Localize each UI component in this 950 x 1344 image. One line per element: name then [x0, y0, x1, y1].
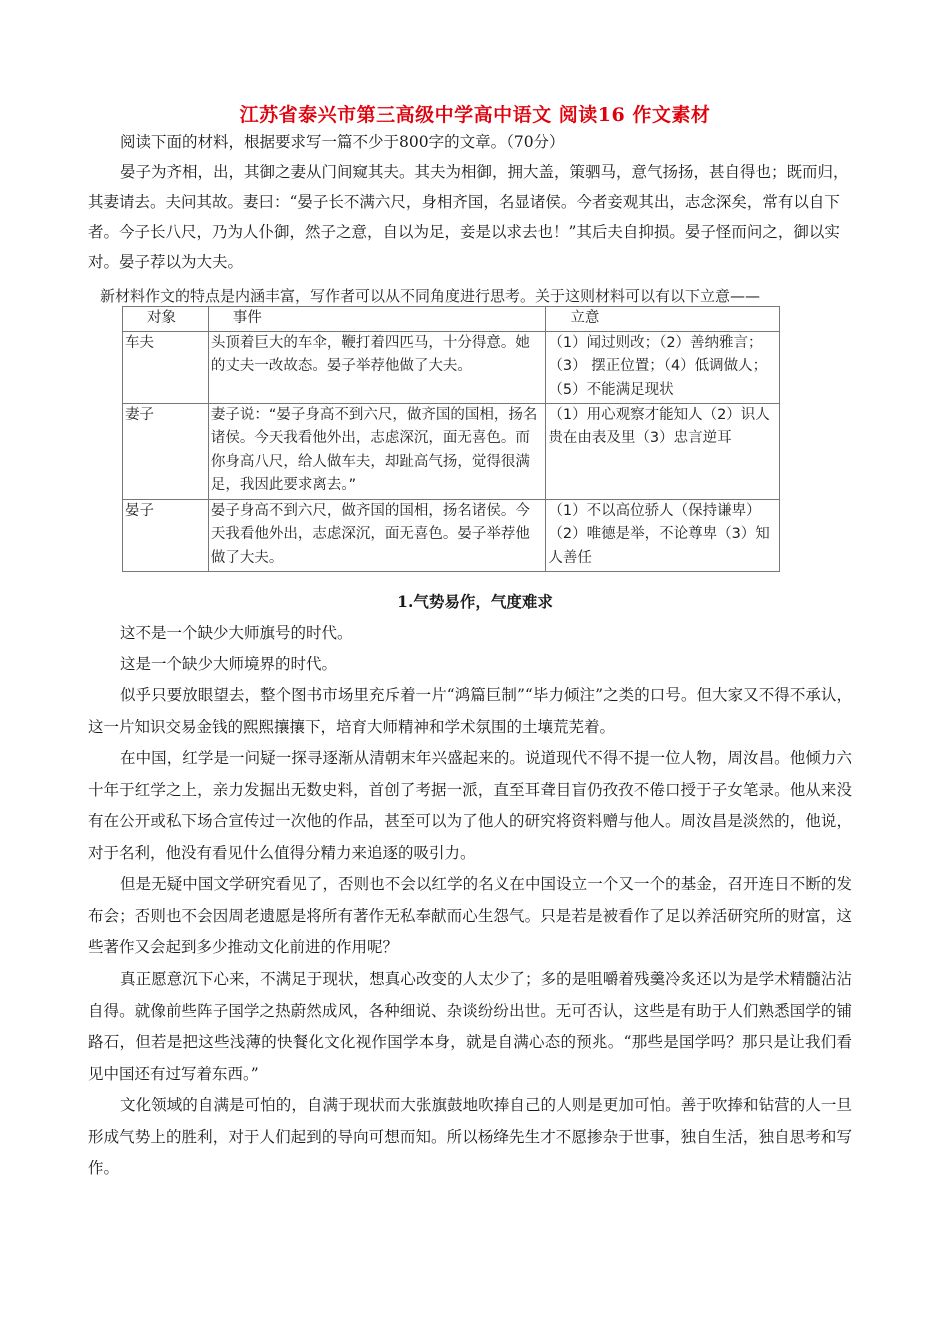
body-paragraph: 真正愿意沉下心来，不满足于现状，想真心改变的人太少了；多的是咀嚼着残羹冷炙还以为是学术精髓沾沾自得。就像前些阵子国学之热蔚然成风，各种细说、杂谈纷纷出世。无可否认，这些是有助于人们熟悉国学的铺路石，但若是把这些浅薄的快餐化文化视作国学本身，就是自满心态的预兆。“那些是国学吗？那只是让我们看见中国还有过写着东西。”: [88, 970, 852, 1083]
body-paragraph: 这不是一个缺少大师旗号的时代。: [120, 624, 353, 642]
table-header-cell: 对象: [123, 307, 209, 332]
table-cell: 晏子: [123, 499, 209, 571]
table-cell: 头顶着巨大的车伞，鞭打着四匹马，十分得意。她的丈夫一改故态。晏子举荐他做了大夫。: [208, 331, 545, 403]
analysis-table: [122, 306, 780, 572]
table-row: [123, 499, 780, 571]
section-title: 1.气势易作，气度难求: [397, 592, 553, 611]
table-cell: 车夫: [123, 331, 209, 403]
document-title: 江苏省泰兴市第三高级中学高中语文 阅读16 作文素材: [239, 104, 711, 126]
table-cell: （1）用心观察才能知人（2）识人贵在由表及里（3）忠言逆耳: [546, 403, 780, 499]
table-cell: 妻子说：“晏子身高不到六尺，做齐国的国相，扬名诸侯。今天我看他外出，志虑深沉，面无喜色。而你身高八尺，给人做车夫，却趾高气扬，觉得很满足，我因此要求离去。”: [208, 403, 545, 499]
table-row: [123, 403, 780, 499]
instruction-text: 阅读下面的材料，根据要求写一篇不少于800字的文章。（70分）: [120, 133, 565, 151]
table-header-cell: 立意: [546, 307, 780, 332]
body-paragraph: 文化领域的自满是可怕的，自满于现状而大张旗鼓地吹捧自己的人则是更加可怕。善于吹捧和钻营的人一旦形成气势上的胜利，对于人们起到的导向可想而知。所以杨绛先生才不愿掺杂于世事，独自生活，独自思考和写作。: [88, 1096, 852, 1177]
body-paragraph: 但是无疑中国文学研究看见了，否则也不会以红学的名义在中国设立一个又一个的基金，召开连日不断的发布会；否则也不会因周老遗愿是将所有著作无私奉献而心生怨气。只是若是被看作了足以养活研究所的财富，这些著作又会起到多少推动文化前进的作用呢？: [88, 875, 852, 956]
body-paragraph: 在中国，红学是一问疑一探寻逐渐从清朝末年兴盛起来的。说道现代不得不提一位人物，周汝昌。他倾力六十年于红学之上，亲力发掘出无数史料，首创了考据一派，直至耳聋目盲仍孜孜不倦口授于子女笔录。他从来没有在公开或私下场合宣传过一次他的作品，甚至可以为了他人的研究将资料赠与他人。周汝昌是淡然的，他说，对于名利，他没有看见什么值得分精力来追逐的吸引力。: [88, 749, 852, 862]
material-text: 晏子为齐相，出，其御之妻从门间窥其夫。其夫为相御，拥大盖，策驷马，意气扬扬，甚自得也；既而归，其妻请去。夫问其故。妻曰：“晏子长不满六尺，身相齐国，名显诸侯。今者妾观其出，志念深矣，常有以自下者。今子长八尺，乃为人仆御，然子之意，自以为足，妾是以求去也！”其后夫自抑损。晏子怪而问之，御以实对。晏子荐以为大夫。: [88, 163, 849, 271]
table-cell: 妻子: [123, 403, 209, 499]
table-cell: （1）不以高位骄人（保持谦卑）（2）唯德是举，不论尊卑（3）知人善任: [546, 499, 780, 571]
table-cell: （1）闻过则改；（2）善纳雅言；（3） 摆正位置；（4）低调做人；（5）不能满足现状: [546, 331, 780, 403]
table-header-row: [123, 307, 780, 332]
body-paragraph: 似乎只要放眼望去，整个图书市场里充斥着一片“鸿篇巨制”“毕力倾注”之类的口号。但大家又不得不承认，这一片知识交易金钱的熙熙攘攘下，培育大师精神和学术氛围的土壤荒芜着。: [88, 686, 852, 736]
instruction-block: [88, 127, 852, 277]
table-caption: 新材料作文的特点是内涵丰富，写作者可以从不同角度进行思考。关于这则材料可以有以下立意——: [100, 287, 761, 305]
body-paragraph: 这是一个缺少大师境界的时代。: [120, 655, 338, 673]
table-row: [123, 331, 780, 403]
table-cell: 晏子身高不到六尺，做齐国的国相，扬名诸侯。今天我看他外出，志虑深沉，面无喜色。晏子举荐他做了大夫。: [208, 499, 545, 571]
table-header-cell: 事件: [208, 307, 545, 332]
